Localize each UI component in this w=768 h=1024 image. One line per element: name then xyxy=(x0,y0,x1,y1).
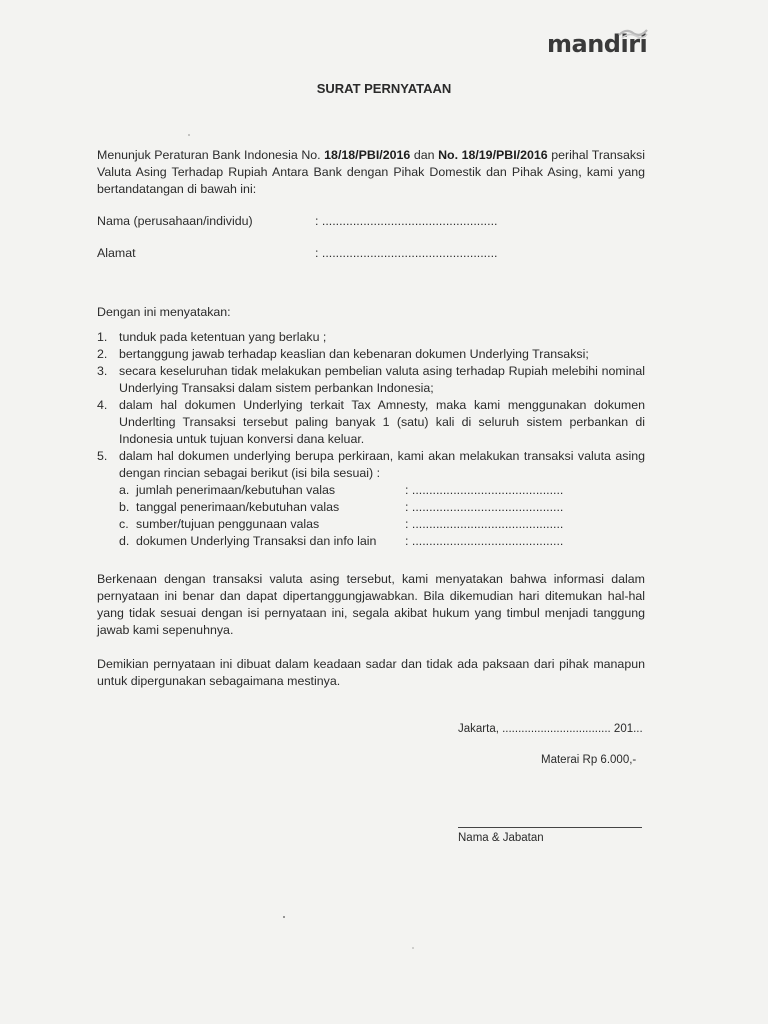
sub-blank: : ............................................ xyxy=(405,534,564,548)
item-number: 5. xyxy=(97,449,108,463)
detail-sublist xyxy=(119,482,645,550)
name-label: Nama (perusahaan/individu) xyxy=(97,214,253,228)
sub-letter: c. xyxy=(119,517,129,531)
address-blank: : ................................................... xyxy=(315,246,498,260)
list-item xyxy=(97,329,645,346)
list-item xyxy=(97,397,645,448)
item-text: dalam hal dokumen Underlying terkait Tax Amnesty, maka kami menggunakan dokumen Underlting Transaksi tersebut paling banyak 1 (satu) kali di seluruh sistem perbankan di Indonesia untuk tujuan konversi dana keluar. xyxy=(119,398,645,446)
closing-paragraph: Demikian pernyataan ini dibuat dalam keadaan sadar dan tidak ada paksaan dari pihak manapun untuk dipergunakan sebagaimana mestinya. xyxy=(97,657,645,688)
sub-label: tanggal penerimaan/kebutuhan valas xyxy=(136,500,340,514)
responsibility-paragraph: Berkenaan dengan transaksi valuta asing tersebut, kami menyatakan bahwa informasi dalam pernyataan ini benar dan dapat dipertanggungjawabkan. Bila dikemudian hari ditemukan hal-hal yang tidak sesuai dengan isi pernyataan ini, segala akibat hukum yang timbul menjadi tanggung jawab kami sepenuhnya. xyxy=(97,572,645,637)
list-item xyxy=(97,363,645,397)
name-blank: : ................................................... xyxy=(315,214,498,228)
stamp-duty-note: Materai Rp 6.000,- xyxy=(541,754,637,766)
address-label: Alamat xyxy=(97,246,136,260)
mandiri-logo: mandiri xyxy=(547,30,648,58)
sub-blank: : ............................................ xyxy=(405,500,564,514)
logo-wave-icon xyxy=(618,26,648,40)
list-item xyxy=(97,346,645,363)
sub-label: jumlah penerimaan/kebutuhan valas xyxy=(136,483,336,497)
sub-label: sumber/tujuan penggunaan valas xyxy=(136,517,320,531)
item-number: 4. xyxy=(97,398,108,412)
declaration-heading: Dengan ini menyatakan: xyxy=(97,305,231,319)
intro-text-1: Menunjuk Peraturan Bank Indonesia No. xyxy=(97,148,325,162)
document-title: SURAT PERNYATAAN xyxy=(316,81,452,96)
item-number: 1. xyxy=(97,330,108,344)
sub-letter: d. xyxy=(119,534,130,548)
intro-text-3: perihal Transaksi Valuta Asing Terhadap Rupiah Antara Bank dengan Pihak Domestik dan Pihak Asing, kami yang bertandatangan di bawah ini: xyxy=(97,148,646,196)
signature-line xyxy=(458,827,642,828)
intro-text-2: dan xyxy=(410,148,439,162)
sublist-item xyxy=(119,533,645,550)
sub-blank: : ............................................ xyxy=(405,517,564,531)
scan-speck xyxy=(283,916,285,918)
item-text: tunduk pada ketentuan yang berlaku ; xyxy=(119,330,327,344)
declaration-list xyxy=(97,329,645,550)
intro-paragraph xyxy=(97,147,645,198)
list-item xyxy=(97,448,645,550)
signature-caption: Nama & Jabatan xyxy=(458,832,544,844)
place-date: Jakarta, .................................. 201... xyxy=(458,723,643,735)
item-text: dalam hal dokumen underlying berupa perkiraan, kami akan melakukan transaksi valuta asing dengan rincian sebagai berikut (isi bila sesuai) : xyxy=(119,449,645,480)
sublist-item xyxy=(119,499,645,516)
sub-label: dokumen Underlying Transaksi dan info lain xyxy=(136,534,377,548)
item-text: secara keseluruhan tidak melakukan pembelian valuta asing terhadap Rupiah melebihi nominal Underlying Transaksi dalam sistem perbankan Indonesia; xyxy=(119,364,645,395)
sub-letter: a. xyxy=(119,483,130,497)
sublist-item xyxy=(119,482,645,499)
sublist-item xyxy=(119,516,645,533)
sub-letter: b. xyxy=(119,500,130,514)
regulation-number-1: 18/18/PBI/2016 xyxy=(324,148,411,162)
item-number: 3. xyxy=(97,364,108,378)
regulation-number-2: No. 18/19/PBI/2016 xyxy=(438,148,548,162)
item-number: 2. xyxy=(97,347,108,361)
item-text: bertanggung jawab terhadap keaslian dan kebenaran dokumen Underlying Transaksi; xyxy=(119,347,589,361)
scan-speck xyxy=(188,134,190,136)
scan-speck xyxy=(412,947,414,949)
sub-blank: : ............................................ xyxy=(405,483,564,497)
